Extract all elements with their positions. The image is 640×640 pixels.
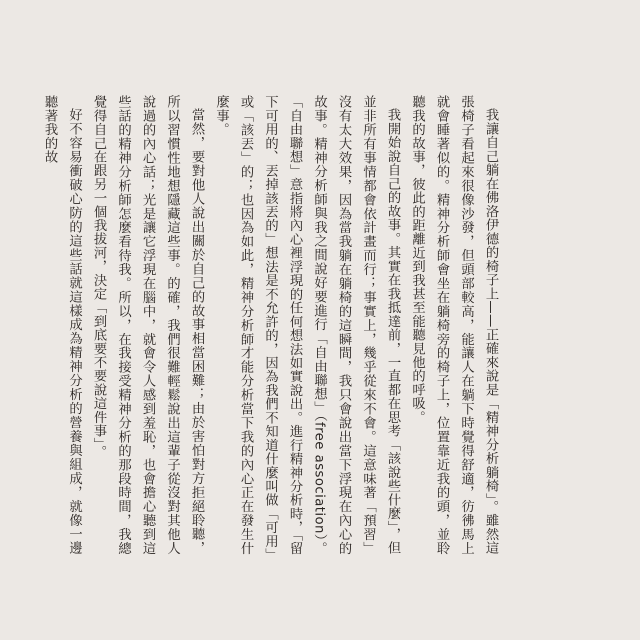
paragraph-1: 我讓自己躺在佛洛伊德的椅子上——正確來說是「精神分析躺椅」。雖然這張椅子看起來很像沙發，但頭部較高，能讓人在躺下時覺得舒適，彷彿馬上就會睡著似的。精神分析師會坐在躺椅旁的椅子上，位置靠近我的頭，並聆聽我的故事，彼此的距離近到我甚至能聽見他的呼吸。	[409, 95, 498, 555]
paragraph-4: 好不容易衝破心防的這些話就這樣成為精神分析的營養與組成，就像一邊聽著我的故	[42, 95, 82, 555]
vertical-text-block	[37, 95, 503, 555]
paragraph-2: 我開始說自己的故事。其實在我抵達前，一直都在思考「該說些什麼」，但並非所有事情都會依計畫而行；事實上，幾乎從來不會。這意味著「預習」沒有太大效果，因為當我躺在躺椅的這瞬間，我只會說出當下浮現在內心的故事。精神分析師與我之間說好要進行「自由聯想」（free association）。「自由聯想」意指將內心裡浮現的任何想法如實說出。進行精神分析時，「留下可用的、丟掉該丟的」想法是不允許的，因為我們不知道什麼叫做「可用」或「該丟」的；也因為如此，精神分析師才能分析當下我的內心正在發生什麼事。	[213, 95, 400, 555]
paragraph-3: 當然，要對他人說出關於自己的故事相當困難；由於害怕對方拒絕聆聽，所以習慣性地想隱藏這些事。的確，我們很難輕鬆說出這輩子從沒對其他人說過的內心話；光是讓它浮現在腦中，就會令人感到羞恥，也會擔心聽到這些話的精神分析師怎麼看待我。所以，在我接受精神分析的那段時間，我總覺得自己在跟另一個我拔河，決定「到底要不要說這件事」。	[91, 95, 204, 555]
